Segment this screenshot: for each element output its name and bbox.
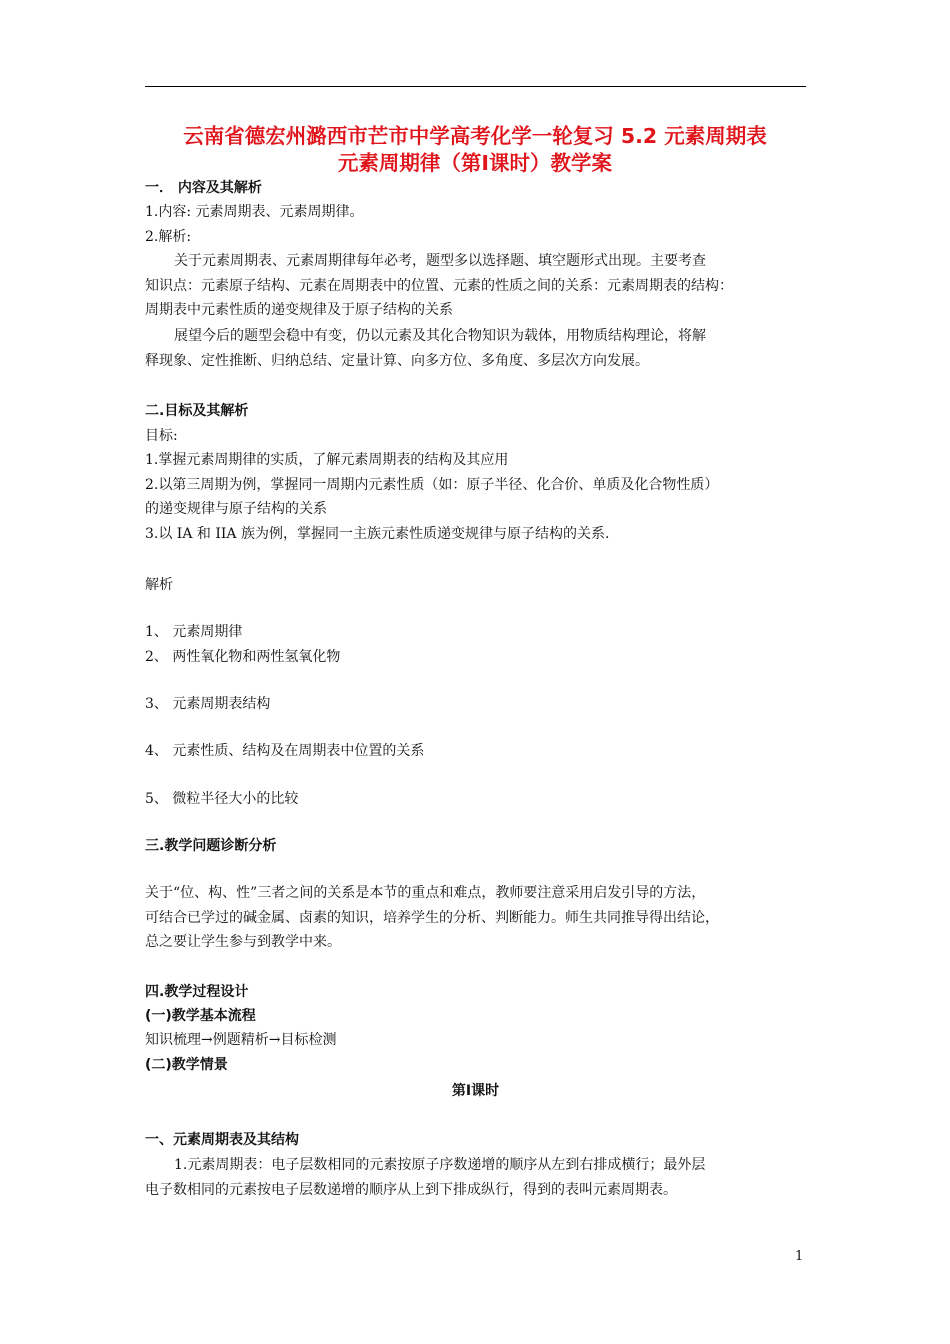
section2-analysis-item-5: 5、 微粒半径大小的比较 bbox=[145, 791, 299, 807]
section1-para1-line3: 周期表中元素性质的递变规律及于原子结构的关系 bbox=[145, 302, 453, 318]
section4-subheading-1: (一)教学基本流程 bbox=[145, 1008, 256, 1024]
section2-goal-2-line2: 的递变规律与原子结构的关系 bbox=[145, 501, 327, 517]
section4-heading: 四.教学过程设计 bbox=[145, 984, 249, 1000]
section3-line2: 可结合已学过的碱金属、卤素的知识，培养学生的分析、判断能力。师生共同推导得出结论， bbox=[145, 910, 719, 926]
section2-analysis-item-4: 4、 元素性质、结构及在周期表中位置的关系 bbox=[145, 743, 425, 759]
section1-para2-line2: 释现象、定性推断、归纳总结、定量计算、向多方位、多角度、多层次方向发展。 bbox=[145, 353, 649, 369]
section2-goal-2-line1: 2.以第三周期为例，掌握同一周期内元素性质（如：原子半径、化合价、单质及化合物性质） bbox=[145, 477, 719, 493]
knowledge1-heading: 一、元素周期表及其结构 bbox=[145, 1132, 299, 1148]
header-rule bbox=[145, 86, 806, 87]
section4-subheading-2: (二)教学情景 bbox=[145, 1057, 228, 1073]
section1-heading: 一． 内容及其解析 bbox=[145, 180, 262, 196]
section2-analysis-label: 解析 bbox=[145, 577, 173, 593]
knowledge1-line2: 电子数相同的元素按电子层数递增的顺序从上到下排成纵行，得到的表叫元素周期表。 bbox=[145, 1182, 677, 1198]
doc-title-line2: 元素周期律（第Ⅰ课时）教学案 bbox=[337, 151, 613, 175]
section2-analysis-item-3: 3、 元素周期表结构 bbox=[145, 696, 271, 712]
section2-goal-1: 1.掌握元素周期律的实质，了解元素周期表的结构及其应用 bbox=[145, 452, 509, 468]
section3-heading: 三.教学问题诊断分析 bbox=[145, 838, 277, 854]
section1-content: 1.内容: 元素周期表、元素周期律。 bbox=[145, 204, 364, 220]
lesson-heading: 第Ⅰ课时 bbox=[451, 1083, 500, 1099]
page-number: 1 bbox=[795, 1249, 804, 1264]
section1-analysis-label: 2.解析: bbox=[145, 229, 192, 245]
section1-para2-line1: 展望今后的题型会稳中有变，仍以元素及其化合物知识为载体，用物质结构理论，将解 bbox=[174, 328, 706, 344]
section2-goal-3: 3.以 IA 和 IIA 族为例，掌握同一主族元素性质递变规律与原子结构的关系. bbox=[145, 526, 610, 542]
section2-heading: 二.目标及其解析 bbox=[145, 403, 249, 419]
knowledge1-line1: 1.元素周期表：电子层数相同的元素按原子序数递增的顺序从左到右排成横行；最外层 bbox=[174, 1157, 706, 1173]
section2-analysis-item-2: 2、 两性氧化物和两性氢氧化物 bbox=[145, 649, 341, 665]
section2-goal-label: 目标: bbox=[145, 428, 178, 444]
doc-title-line1: 云南省德宏州潞西市芒市中学高考化学一轮复习 5.2 元素周期表 bbox=[183, 124, 767, 148]
section2-analysis-item-1: 1、 元素周期律 bbox=[145, 624, 243, 640]
section1-para1-line1: 关于元素周期表、元素周期律每年必考，题型多以选择题、填空题形式出现。主要考查 bbox=[174, 253, 706, 269]
section3-line1: 关于“位、构、性”三者之间的关系是本节的重点和难点，教师要注意采用启发引导的方法， bbox=[145, 885, 706, 901]
section1-para1-line2: 知识点：元素原子结构、元素在周期表中的位置、元素的性质之间的关系：元素周期表的结构： bbox=[145, 278, 733, 294]
section3-line3: 总之要让学生参与到教学中来。 bbox=[145, 934, 341, 950]
section4-flow: 知识梳理→例题精析→目标检测 bbox=[145, 1032, 337, 1048]
